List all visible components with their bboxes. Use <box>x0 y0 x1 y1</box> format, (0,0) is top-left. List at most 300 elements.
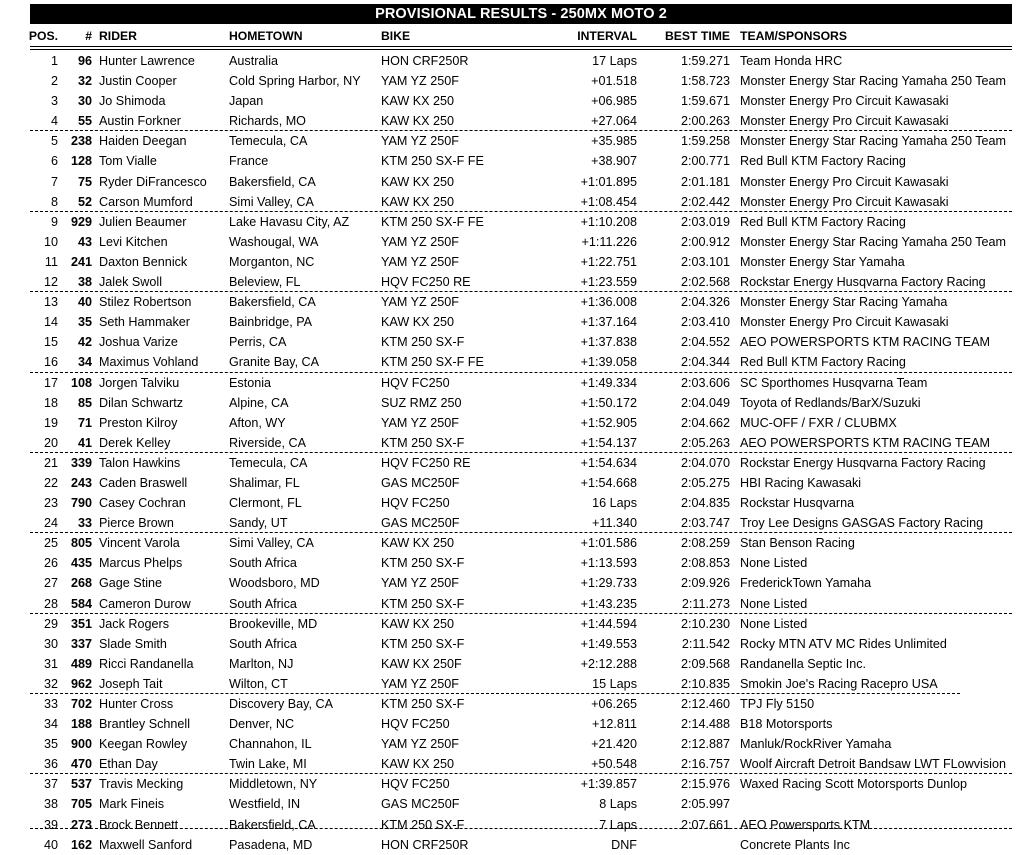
cell-position: 31 <box>43 656 58 671</box>
cell-rider-name: Brantley Schnell <box>99 717 191 732</box>
cell-interval: +06.985 <box>591 94 637 109</box>
cell-position: 2 <box>50 74 58 89</box>
cell-interval: +38.907 <box>591 154 637 169</box>
cell-rider-number: 351 <box>70 616 92 631</box>
cell-rider-number: 128 <box>70 154 92 169</box>
cell-rider-number: 42 <box>77 335 92 350</box>
cell-rider-number: 339 <box>70 455 92 470</box>
cell-interval: +1:29.733 <box>580 576 637 591</box>
cell-best-time: 2:01.181 <box>680 174 730 189</box>
cell-position: 38 <box>43 797 58 812</box>
cell-bike: HQV FC250 RE <box>381 455 471 470</box>
cell-best-time: 2:04.344 <box>680 355 730 370</box>
cell-rider-name: Tom Vialle <box>99 154 157 169</box>
cell-best-time: 2:02.568 <box>680 275 730 290</box>
cell-rider-name: Jo Shimoda <box>99 94 166 109</box>
cell-team: Monster Energy Pro Circuit Kawasaki <box>740 194 949 209</box>
cell-rider-number: 702 <box>70 697 92 711</box>
cell-rider-number: 40 <box>77 295 92 310</box>
cell-hometown: Temecula, CA <box>229 134 308 149</box>
header-bike: BIKE <box>381 29 411 43</box>
cell-rider-name: Marcus Phelps <box>99 556 183 571</box>
cell-rider-number: 273 <box>70 817 92 832</box>
table-row <box>0 292 1024 312</box>
cell-rider-name: Talon Hawkins <box>99 455 181 470</box>
cell-best-time: 1:59.671 <box>680 94 730 109</box>
cell-hometown: Australia <box>229 54 278 68</box>
cell-rider-name: Mark Fineis <box>99 797 165 812</box>
cell-rider-name: Julien Beaumer <box>99 214 187 229</box>
cell-hometown: Marlton, NJ <box>229 656 294 671</box>
cell-rider-number: 790 <box>70 496 92 511</box>
cell-hometown: Discovery Bay, CA <box>229 697 334 711</box>
cell-team: TPJ Fly 5150 <box>740 697 815 711</box>
cell-bike: YAM YZ 250F <box>381 576 459 591</box>
table-row <box>0 212 1024 232</box>
table-bottom-rule <box>30 828 1012 829</box>
cell-position: 6 <box>50 154 58 169</box>
cell-rider-number: 52 <box>77 194 92 209</box>
header-hometown: HOMETOWN <box>229 29 303 43</box>
cell-rider-name: Austin Forkner <box>99 114 181 129</box>
cell-hometown: Denver, NC <box>229 717 295 732</box>
cell-interval: +1:01.586 <box>580 536 637 551</box>
cell-hometown: Woodsboro, MD <box>229 576 320 591</box>
cell-hometown: Bakersfield, CA <box>229 295 316 310</box>
cell-bike: KTM 250 SX-F <box>381 636 465 651</box>
cell-best-time: 2:14.488 <box>680 717 730 732</box>
cell-position: 16 <box>43 355 58 370</box>
cell-rider-name: Brock Bennett <box>99 817 179 832</box>
table-row <box>0 734 1024 754</box>
cell-rider-number: 33 <box>77 516 92 531</box>
cell-rider-number: 41 <box>77 435 92 450</box>
cell-position: 28 <box>43 596 58 611</box>
cell-rider-name: Ryder DiFrancesco <box>99 174 207 189</box>
table-row <box>0 453 1024 473</box>
cell-position: 35 <box>43 737 58 752</box>
cell-team: Rockstar Husqvarna <box>740 496 855 511</box>
cell-position: 15 <box>43 335 58 350</box>
table-row <box>0 413 1024 433</box>
cell-team: Red Bull KTM Factory Racing <box>740 214 906 229</box>
cell-rider-name: Casey Cochran <box>99 496 186 511</box>
cell-bike: KTM 250 SX-F <box>381 817 465 832</box>
cell-rider-name: Stilez Robertson <box>99 295 192 310</box>
cell-interval: +01.518 <box>591 74 637 89</box>
cell-position: 21 <box>43 455 58 470</box>
cell-best-time: 2:12.887 <box>680 737 730 752</box>
table-row <box>0 573 1024 593</box>
cell-rider-number: 35 <box>77 315 92 330</box>
cell-interval: +1:50.172 <box>580 395 637 410</box>
table-row <box>0 493 1024 513</box>
table-row <box>0 433 1024 453</box>
cell-interval: DNF <box>611 837 637 852</box>
cell-bike: HQV FC250 <box>381 496 450 511</box>
cell-best-time: 2:04.662 <box>680 415 730 430</box>
cell-bike: YAM YZ 250F <box>381 415 459 430</box>
cell-position: 29 <box>43 616 58 631</box>
cell-interval: +1:08.454 <box>580 194 637 209</box>
cell-rider-name: Preston Kilroy <box>99 415 178 430</box>
table-row <box>0 754 1024 774</box>
cell-bike: KAW KX 250 <box>381 94 455 109</box>
cell-team: Concrete Plants Inc <box>740 837 850 852</box>
cell-bike: KAW KX 250 <box>381 757 455 772</box>
cell-team: Monster Energy Pro Circuit Kawasaki <box>740 174 949 189</box>
cell-interval: +1:54.668 <box>580 475 637 490</box>
cell-rider-name: Hunter Cross <box>99 697 174 711</box>
cell-best-time: 2:03.019 <box>680 214 730 229</box>
cell-hometown: Perris, CA <box>229 335 287 350</box>
cell-interval: +50.548 <box>591 757 637 772</box>
header-number: # <box>85 29 92 43</box>
table-row <box>0 513 1024 533</box>
cell-best-time: 2:05.263 <box>680 435 730 450</box>
cell-team: SC Sporthomes Husqvarna Team <box>740 375 928 390</box>
cell-hometown: Middletown, NY <box>229 777 318 792</box>
header-interval: INTERVAL <box>577 29 637 43</box>
cell-team: Woolf Aircraft Detroit Bandsaw LWT FLowvision <box>740 757 1006 772</box>
cell-team: None Listed <box>740 556 808 571</box>
cell-team: Troy Lee Designs GASGAS Factory Racing <box>740 516 984 531</box>
cell-rider-number: 162 <box>70 837 92 852</box>
cell-position: 19 <box>43 415 58 430</box>
cell-team: AEO POWERSPORTS KTM RACING TEAM <box>740 335 991 350</box>
cell-best-time: 2:04.070 <box>680 455 730 470</box>
table-row <box>0 694 1024 714</box>
table-row <box>0 614 1024 634</box>
table-row <box>0 674 1024 694</box>
cell-bike: KTM 250 SX-F <box>381 596 465 611</box>
cell-rider-number: 34 <box>77 355 92 370</box>
table-row <box>0 654 1024 674</box>
cell-bike: YAM YZ 250F <box>381 737 459 752</box>
cell-position: 17 <box>43 375 58 390</box>
cell-best-time: 2:11.542 <box>681 636 730 651</box>
cell-interval: +06.265 <box>591 697 637 711</box>
cell-team: None Listed <box>740 596 808 611</box>
cell-interval: +1:10.208 <box>580 214 637 229</box>
table-header <box>0 27 1024 46</box>
cell-bike: GAS MC250F <box>381 516 460 531</box>
cell-bike: SUZ RMZ 250 <box>381 395 462 410</box>
cell-team: Monster Energy Pro Circuit Kawasaki <box>740 315 949 330</box>
cell-interval: +1:43.235 <box>580 596 637 611</box>
cell-position: 4 <box>50 114 58 129</box>
cell-position: 32 <box>43 676 58 691</box>
cell-hometown: Beleview, FL <box>229 275 301 290</box>
table-row <box>0 151 1024 171</box>
cell-bike: KAW KX 250 <box>381 616 455 631</box>
cell-rider-name: Caden Braswell <box>99 475 188 490</box>
cell-interval: +2:12.288 <box>580 656 637 671</box>
cell-position: 22 <box>43 475 58 490</box>
cell-best-time: 2:10.230 <box>680 616 730 631</box>
cell-rider-name: Derek Kelley <box>99 435 171 450</box>
cell-rider-name: Haiden Deegan <box>99 134 187 149</box>
cell-team: AEO Powersports KTM <box>740 817 871 832</box>
cell-hometown: Westfield, IN <box>229 797 301 812</box>
cell-team: Randanella Septic Inc. <box>740 656 867 671</box>
cell-hometown: Afton, WY <box>229 415 286 430</box>
table-row <box>0 172 1024 192</box>
cell-hometown: Cold Spring Harbor, NY <box>229 74 361 89</box>
cell-team: Rocky MTN ATV MC Rides Unlimited <box>740 636 947 651</box>
cell-team: Manluk/RockRiver Yamaha <box>740 737 892 752</box>
cell-interval: +1:49.334 <box>580 375 637 390</box>
cell-hometown: France <box>229 154 269 169</box>
cell-best-time: 1:58.723 <box>680 74 730 89</box>
cell-hometown: Bainbridge, PA <box>229 315 313 330</box>
cell-rider-number: 96 <box>77 54 92 68</box>
cell-position: 39 <box>43 817 58 832</box>
cell-rider-number: 241 <box>70 254 92 269</box>
cell-hometown: Bakersfield, CA <box>229 174 316 189</box>
cell-rider-number: 85 <box>77 395 92 410</box>
cell-team: FrederickTown Yamaha <box>740 576 872 591</box>
cell-bike: GAS MC250F <box>381 475 460 490</box>
cell-position: 5 <box>50 134 58 149</box>
cell-interval: +27.064 <box>591 114 637 129</box>
cell-hometown: Pasadena, MD <box>229 837 313 852</box>
cell-rider-number: 71 <box>77 415 92 430</box>
table-row <box>0 533 1024 553</box>
cell-rider-name: Justin Cooper <box>99 74 177 89</box>
cell-best-time: 2:09.568 <box>680 656 730 671</box>
cell-best-time: 2:03.747 <box>680 516 730 531</box>
cell-rider-number: 43 <box>77 234 92 249</box>
cell-position: 12 <box>43 275 58 290</box>
cell-bike: KAW KX 250 <box>381 174 455 189</box>
cell-best-time: 2:11.273 <box>681 596 730 611</box>
cell-rider-number: 38 <box>77 275 92 290</box>
cell-bike: YAM YZ 250F <box>381 134 459 149</box>
cell-interval: +1:23.559 <box>580 275 637 290</box>
cell-rider-name: Jack Rogers <box>99 616 169 631</box>
cell-best-time: 2:04.326 <box>680 295 730 310</box>
cell-position: 14 <box>43 315 58 330</box>
cell-bike: KTM 250 SX-F <box>381 335 465 350</box>
cell-rider-number: 30 <box>77 94 92 109</box>
cell-position: 33 <box>43 697 58 711</box>
cell-rider-name: Maxwell Sanford <box>99 837 193 852</box>
cell-team: HBI Racing Kawasaki <box>740 475 862 490</box>
table-row <box>0 774 1024 794</box>
table-row <box>0 594 1024 614</box>
cell-rider-name: Ricci Randanella <box>99 656 194 671</box>
page-title: PROVISIONAL RESULTS - 250MX MOTO 2 <box>30 4 1012 24</box>
cell-best-time: 1:59.271 <box>680 54 730 68</box>
cell-bike: KAW KX 250F <box>381 656 462 671</box>
cell-hometown: Morganton, NC <box>229 254 315 269</box>
cell-team: Monster Energy Star Racing Yamaha 250 Team <box>740 234 1007 249</box>
cell-position: 8 <box>50 194 58 209</box>
cell-hometown: Japan <box>229 94 264 109</box>
cell-rider-name: Gage Stine <box>99 576 163 591</box>
cell-best-time: 2:02.442 <box>680 194 730 209</box>
cell-bike: HON CRF250R <box>381 54 469 68</box>
cell-best-time: 2:12.460 <box>680 697 730 711</box>
cell-bike: KAW KX 250 <box>381 536 455 551</box>
cell-best-time: 2:08.259 <box>680 536 730 551</box>
cell-rider-number: 268 <box>70 576 92 591</box>
cell-rider-number: 900 <box>70 737 92 752</box>
table-row <box>0 312 1024 332</box>
cell-team: Monster Energy Pro Circuit Kawasaki <box>740 94 949 109</box>
table-row <box>0 252 1024 272</box>
cell-position: 30 <box>43 636 58 651</box>
cell-rider-name: Daxton Bennick <box>99 254 188 269</box>
cell-rider-number: 929 <box>70 214 92 229</box>
cell-interval: 16 Laps <box>592 496 637 511</box>
cell-bike: KTM 250 SX-F <box>381 697 465 711</box>
cell-rider-name: Jorgen Talviku <box>99 375 180 390</box>
cell-interval: +12.811 <box>592 717 637 732</box>
cell-hometown: South Africa <box>229 596 297 611</box>
cell-rider-name: Ethan Day <box>99 757 158 772</box>
cell-bike: KAW KX 250 <box>381 114 455 129</box>
cell-team: Red Bull KTM Factory Racing <box>740 154 906 169</box>
cell-team: Monster Energy Star Yamaha <box>740 254 905 269</box>
table-row <box>0 714 1024 734</box>
cell-bike: GAS MC250F <box>381 797 460 812</box>
cell-hometown: Granite Bay, CA <box>229 355 320 370</box>
cell-team: Toyota of Redlands/BarX/Suzuki <box>740 395 921 410</box>
table-row <box>0 794 1024 814</box>
table-row <box>0 553 1024 573</box>
cell-best-time: 2:00.263 <box>680 114 730 129</box>
cell-team: Stan Benson Racing <box>740 536 855 551</box>
cell-interval: +1:13.593 <box>580 556 637 571</box>
cell-best-time: 2:05.997 <box>680 797 730 812</box>
cell-interval: 8 Laps <box>599 797 637 812</box>
table-row <box>0 51 1024 71</box>
cell-hometown: South Africa <box>229 556 297 571</box>
cell-position: 13 <box>43 295 58 310</box>
cell-position: 25 <box>43 536 58 551</box>
cell-hometown: Bakersfield, CA <box>229 817 316 832</box>
cell-position: 18 <box>43 395 58 410</box>
cell-bike: YAM YZ 250F <box>381 234 459 249</box>
cell-hometown: Simi Valley, CA <box>229 536 314 551</box>
table-row <box>0 332 1024 352</box>
table-row <box>0 192 1024 212</box>
cell-team: Rockstar Energy Husqvarna Factory Racing <box>740 275 986 290</box>
cell-interval: 15 Laps <box>592 676 637 691</box>
cell-position: 24 <box>43 516 58 531</box>
cell-bike: HQV FC250 <box>381 717 450 732</box>
cell-team: None Listed <box>740 616 808 631</box>
cell-position: 37 <box>43 777 58 792</box>
cell-rider-number: 75 <box>77 174 92 189</box>
cell-best-time: 2:04.049 <box>680 395 730 410</box>
cell-rider-name: Vincent Varola <box>99 536 180 551</box>
cell-interval: +1:01.895 <box>580 174 637 189</box>
cell-rider-name: Jalek Swoll <box>99 275 162 290</box>
cell-interval: 7 Laps <box>599 817 637 832</box>
cell-bike: HQV FC250 <box>381 777 450 792</box>
header-rider: RIDER <box>99 29 137 43</box>
cell-bike: KTM 250 SX-F FE <box>381 154 484 169</box>
cell-team: Monster Energy Star Racing Yamaha <box>740 295 948 310</box>
header-rule <box>30 46 1012 50</box>
cell-rider-name: Joseph Tait <box>99 676 163 691</box>
table-row <box>0 815 1024 835</box>
cell-interval: +1:54.137 <box>580 435 637 450</box>
cell-position: 26 <box>43 556 58 571</box>
cell-hometown: Temecula, CA <box>229 455 308 470</box>
table-row <box>0 131 1024 151</box>
cell-rider-number: 55 <box>77 114 92 129</box>
cell-interval: +1:39.058 <box>580 355 637 370</box>
cell-position: 7 <box>50 174 58 189</box>
cell-interval: +1:36.008 <box>580 295 637 310</box>
cell-hometown: Twin Lake, MI <box>229 757 307 772</box>
cell-rider-name: Maximus Vohland <box>99 355 199 370</box>
cell-rider-name: Carson Mumford <box>99 194 193 209</box>
cell-bike: KTM 250 SX-F FE <box>381 355 484 370</box>
cell-rider-number: 962 <box>70 676 92 691</box>
cell-rider-number: 705 <box>70 797 92 812</box>
table-row <box>0 91 1024 111</box>
cell-bike: HQV FC250 RE <box>381 275 471 290</box>
cell-team: MUC-OFF / FXR / CLUBMX <box>740 415 897 430</box>
cell-rider-number: 805 <box>70 536 92 551</box>
cell-position: 11 <box>44 254 58 269</box>
cell-best-time: 2:04.835 <box>680 496 730 511</box>
cell-bike: KTM 250 SX-F <box>381 435 465 450</box>
cell-hometown: Wilton, CT <box>229 676 288 691</box>
cell-hometown: Channahon, IL <box>229 737 312 752</box>
header-best-time: BEST TIME <box>664 29 730 43</box>
cell-hometown: Riverside, CA <box>229 435 306 450</box>
cell-best-time: 2:00.912 <box>680 234 730 249</box>
cell-interval: +1:54.634 <box>580 455 637 470</box>
cell-bike: YAM YZ 250F <box>381 74 459 89</box>
cell-position: 20 <box>43 435 58 450</box>
cell-rider-number: 108 <box>70 375 92 390</box>
cell-best-time: 2:07.661 <box>680 817 730 832</box>
cell-position: 36 <box>43 757 58 772</box>
cell-position: 9 <box>50 214 58 229</box>
cell-interval: +1:39.857 <box>580 777 637 792</box>
cell-bike: HQV FC250 <box>381 375 450 390</box>
cell-rider-number: 537 <box>70 777 92 792</box>
cell-rider-name: Hunter Lawrence <box>99 54 195 68</box>
cell-team: Rockstar Energy Husqvarna Factory Racing <box>740 455 986 470</box>
cell-team: AEO POWERSPORTS KTM RACING TEAM <box>740 435 991 450</box>
table-row <box>0 232 1024 252</box>
cell-best-time: 2:10.835 <box>680 676 730 691</box>
cell-position: 34 <box>43 717 58 732</box>
cell-team: B18 Motorsports <box>740 717 833 732</box>
cell-interval: +1:37.838 <box>580 335 637 350</box>
header-pos: POS. <box>28 29 58 43</box>
cell-position: 27 <box>43 576 58 591</box>
cell-rider-number: 243 <box>70 475 92 490</box>
cell-best-time: 2:16.757 <box>680 757 730 772</box>
cell-rider-number: 470 <box>70 757 92 772</box>
cell-best-time: 2:08.853 <box>680 556 730 571</box>
cell-rider-number: 32 <box>77 74 92 89</box>
cell-hometown: Shalimar, FL <box>229 475 300 490</box>
cell-bike: KTM 250 SX-F <box>381 556 465 571</box>
cell-hometown: Clermont, FL <box>229 496 302 511</box>
cell-bike: YAM YZ 250F <box>381 254 459 269</box>
cell-best-time: 2:05.275 <box>680 475 730 490</box>
